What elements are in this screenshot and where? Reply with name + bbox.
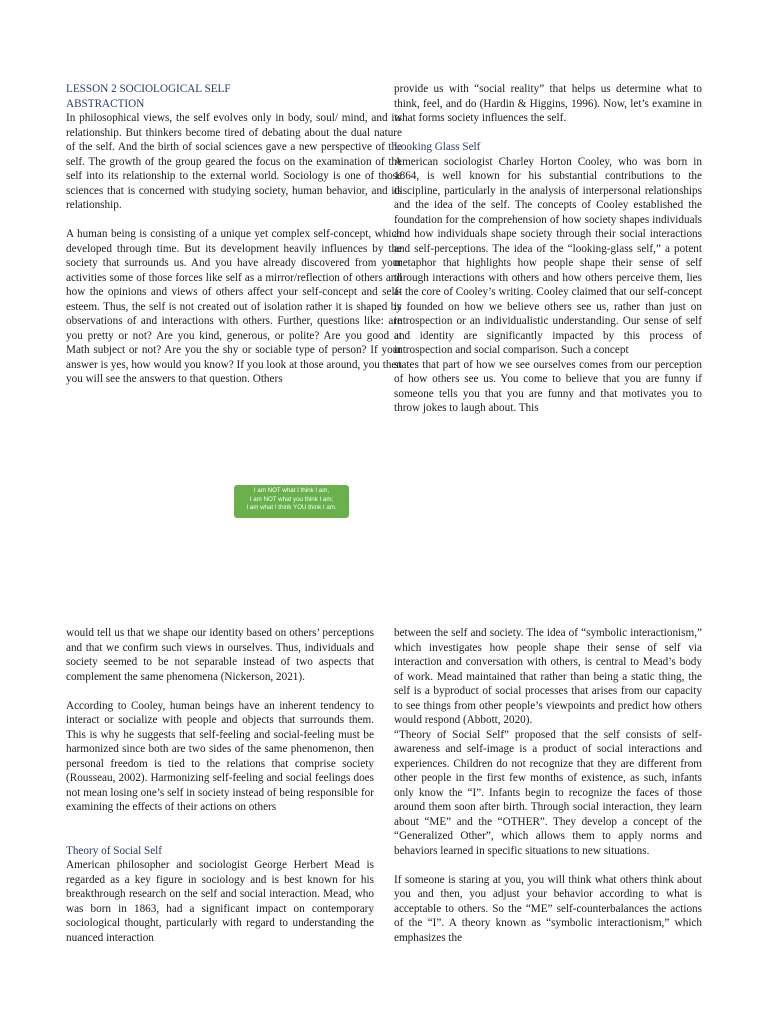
section-heading-looking-glass-self: Looking Glass Self	[394, 141, 481, 153]
paragraph: American sociologist Charley Horton Cooley, who was born in 1864, is well known for his substantial contributions to the discipline, particularly in the analysis of interpersonal relationships and the idea of the self. The concepts of Cooley established the foundation for the comprehension of how society shapes individuals and how individuals shape society through their social interactions and self-perceptions. The idea of the “looking-glass self,” a potent metaphor that highlights how people shape their sense of self through interactions with others and how others perceive them, lies at the core of Cooley’s writing. Cooley claimed that our self-concept is founded on how we believe others see us, rather than just on introspection or an individualistic understanding. Our sense of self and identity are significantly impacted by this process of introspection and social comparison. Such a concept	[394, 155, 702, 356]
paragraph: American philosopher and sociologist George Herbert Mead is regarded as a key figure in sociology and is best known for his breakthrough research on the self and social interaction. Mead, who was born in 1863, had a significant impact on contemporary sociological thought, particularly with regard to understanding the nuanced interaction	[66, 859, 374, 944]
paragraph: A human being is consisting of a unique yet complex self-concept, which developed through time. But its development heavily influences by the society that surrounds us. And you have already discovered from your activities some of those forces like self as a mirror/reflection of others and how the opinions and views of others affect your self-concept and self-esteem. Thus, the self is not created out of isolation rather it is shaped by observations of and interactions with others. Further, questions like: are you pretty or not? Are you kind, generous, or polite? Are you good at Math subject or not? Are you the shy or sociable type of person? If your answer is yes, how would you know? If you look at those around, you then you will see the answers to that question. Others	[66, 228, 402, 385]
text-column-4	[394, 626, 702, 945]
text-column-3	[66, 626, 374, 945]
quote-line: I am NOT what I think I am,	[253, 487, 330, 494]
paragraph: In philosophical views, the self evolves only in body, soul/ mind, and its relationship. But thinkers become tired of debating about the dual nature of the self. And the birth of social sciences gave a new perspective of the self. The growth of the group geared the focus on the examination of the self into its relationship to the external world. Sociology is one of those sciences that is concerned with studying society, human behavior, and its relationship.	[66, 112, 402, 211]
paragraph: would tell us that we shape our identity based on others’ perceptions and that we confirm such views in ourselves. Thus, individuals and society seemed to be not separable instead of two aspects that complement the same phenomena (Nickerson, 2021).	[66, 627, 374, 683]
lesson-title: LESSON 2 SOCIOLOGICAL SELF	[66, 83, 231, 95]
section-heading-theory-of-social-self: Theory of Social Self	[66, 844, 163, 857]
paragraph: “Theory of Social Self” proposed that the self consists of self-awareness and self-image is a product of social interactions and experiences. Children do not recognize that they are different from other people in the first few months of existence, as such, infants only know the “I”. Infants begin to recognize the faces of those around them soon after birth. Through social interaction, they learn about “ME” and the “OTHER”. They develop a concept of the “Generalized Other”, which allows them to apply norms and behaviors learned in specific situations to new situations.	[394, 728, 702, 857]
section-heading-abstraction: ABSTRACTION	[66, 97, 145, 110]
text-column-1	[66, 82, 402, 387]
paragraph: If someone is staring at you, you will think what others think about you and then, you adjust your behavior according to what is acceptable to others. So the “ME” self-counterbalances the actions of the “I”. A theory known as “symbolic interactionism,” which emphasizes the	[394, 873, 702, 944]
paragraph: provide us with “social reality” that helps us determine what to think, feel, and do (Hardin & Higgins, 1996). Now, let’s examine in what forms society influences the self.	[394, 83, 702, 124]
paragraph: states that part of how we see ourselves comes from our perception of how others see us. You come to believe that you are funny if someone tells you that you are funny and that motivates you to throw jokes to laugh about. This	[394, 358, 702, 414]
quote-line: I am NOT what you think I am;	[249, 495, 334, 503]
quote-line: I am what I think YOU think I am.	[246, 504, 337, 512]
paragraph: According to Cooley, human beings have an inherent tendency to interact or socialize with people and objects that surrounds them. This is why he suggests that self-feeling and social-feeling must be harmonized since both are two sides of the same phenomenon, then personal freedom is tied to the relations that comprise society (Rousseau, 2002). Harmonizing self-feeling and social feelings does not mean losing one’s self in society instead of being responsible for examining the effects of their actions on others	[66, 699, 374, 813]
text-column-2	[394, 82, 702, 416]
paragraph: between the self and society. The idea of “symbolic interactionism,” which investigates how people shape their sense of self via interaction and conversation with others, is central to Mead’s body of work. Mead maintained that rather than being a static thing, the self is a byproduct of social processes that arises from our capacity to see things from other people’s viewpoints and predict how others would respond (Abbott, 2020).	[394, 627, 702, 726]
quote-box	[234, 485, 349, 518]
